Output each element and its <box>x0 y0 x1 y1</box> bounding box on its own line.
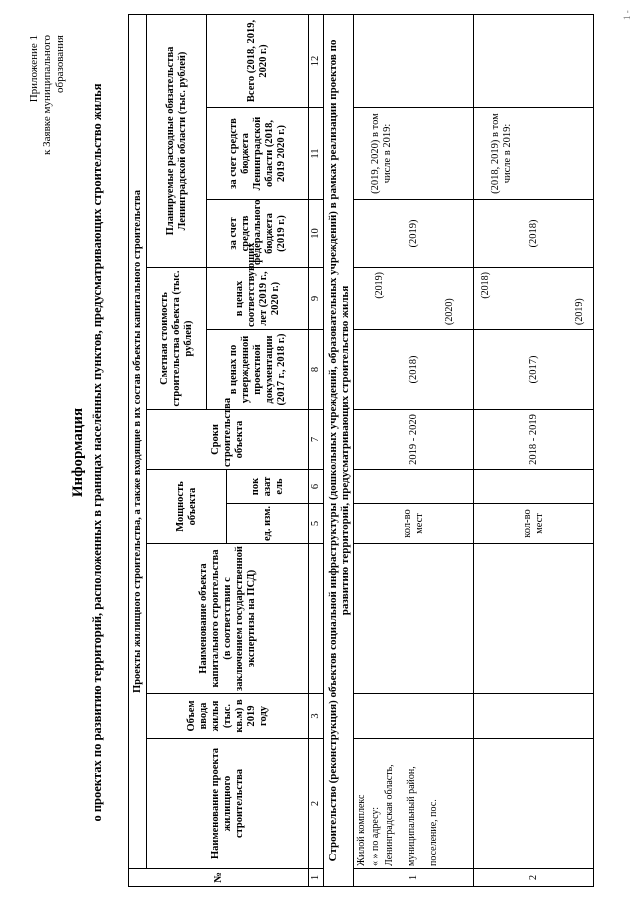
header-reg: за счет средств бюджета Ленинградской области (2018, 2019 2020 г.) <box>207 108 309 200</box>
col-number: 7 <box>309 410 324 470</box>
header-project: Наименование проекта жилищного строительства <box>147 739 309 869</box>
volume-cell <box>354 694 474 739</box>
header-cost-current: в ценах соответствующих лет (2019 г., 2020 г.) <box>207 268 309 330</box>
cost-approved-cell: (2017) <box>474 330 594 410</box>
cost-current-year: (2018) <box>480 272 491 299</box>
col-number: 1 <box>309 869 324 887</box>
col-number: 12 <box>309 14 324 107</box>
volume-cell <box>474 694 594 739</box>
header-object: Наименование объекта капитального строительства (в соответствии с заключением государственной экспертизы на ПСД) <box>147 544 309 694</box>
total-cell <box>354 14 474 107</box>
header-indicator: пок азат ель <box>227 470 309 504</box>
cost-current-cell <box>474 268 594 330</box>
appendix-line1: Приложение 1 <box>28 35 40 103</box>
col-number: 6 <box>309 470 324 504</box>
projects-table <box>128 14 594 887</box>
indicator-cell <box>474 470 594 504</box>
cost-approved-cell: (2018) <box>354 330 474 410</box>
col-number: 11 <box>309 108 324 200</box>
reg-cell: (2018, 2019) в том числе в 2019: <box>474 108 594 200</box>
header-unit: ед. изм. <box>227 504 309 544</box>
header-expenses: Планируемые расходные обязательства Ленинградской области (тыс. рублей) <box>147 14 207 267</box>
col-number: 8 <box>309 330 324 410</box>
project-line: Ленинградская область, <box>384 764 395 866</box>
unit-cell: кол-во мест <box>474 504 594 544</box>
section-title: Строительство (реконструкция) объектов социальной инфраструктуры (дошкольных учреждений, образовательных учреждений) в рамках реализации проектов по развитию территорий, предусматривающих строительство жилья <box>324 14 354 886</box>
appendix-line2: к Заявке муниципального образования <box>41 35 66 155</box>
table-row <box>474 14 594 886</box>
appendix-label <box>28 35 67 215</box>
cost-current-year: (2020) <box>444 298 455 325</box>
total-cell <box>474 14 594 107</box>
project-line: поселение, пос. <box>428 799 439 866</box>
header-volume: Объем ввода жилья (тыс. кв.м) в 2019 году <box>147 694 309 739</box>
col-number <box>309 544 324 694</box>
doc-subtitle: о проектах по развитию территорий, расположенных в границах населённых пунктов, предусматривающих строительство жилья <box>90 83 104 822</box>
row-num: 1 <box>354 869 474 887</box>
col-number: 10 <box>309 200 324 268</box>
object-cell <box>474 544 594 694</box>
column-number-row <box>309 14 324 886</box>
header-capacity: Мощность объекта <box>147 470 227 544</box>
cost-current-year: (2019) <box>374 272 385 299</box>
header-cost-approved: в ценах по утвержденной проектной документации (2017 г., 2018 г.) <box>207 330 309 410</box>
header-num: № <box>129 869 309 887</box>
group-header: Проекты жилищного строительства, а также входящие в их состав объекты капитального строительства <box>129 14 147 868</box>
reg-cell: (2019, 2020) в том числе в 2019: <box>354 108 474 200</box>
page-mark: 1 - <box>622 10 632 20</box>
project-cell <box>354 739 474 869</box>
row-num: 2 <box>474 869 594 887</box>
col-number: 2 <box>309 739 324 869</box>
indicator-cell <box>354 470 474 504</box>
project-cell <box>474 739 594 869</box>
fed-cell: (2018) <box>474 200 594 268</box>
header-terms: Сроки строительства объекта <box>147 410 309 470</box>
unit-cell: кол-во мест <box>354 504 474 544</box>
terms-cell: 2018 - 2019 <box>474 410 594 470</box>
terms-cell: 2019 - 2020 <box>354 410 474 470</box>
table-row <box>354 14 474 886</box>
col-number: 5 <box>309 504 324 544</box>
project-line: Жилой комплекс <box>356 794 367 866</box>
doc-title: Информация <box>70 407 86 498</box>
project-line: муниципальный район, <box>406 766 417 866</box>
header-total: Всего (2018, 2019, 2020 г.) <box>207 14 309 107</box>
header-fed: за счет средств федерального бюджета (2019 г.) <box>207 200 309 268</box>
header-cost: Сметная стоимость строительства объекта (тыс. рублей) <box>147 268 207 410</box>
col-number: 3 <box>309 694 324 739</box>
col-number: 9 <box>309 268 324 330</box>
cost-current-cell <box>354 268 474 330</box>
project-line: « » по адресу: <box>370 806 381 866</box>
cost-current-year: (2019) <box>574 298 585 325</box>
fed-cell: (2019) <box>354 200 474 268</box>
object-cell <box>354 544 474 694</box>
